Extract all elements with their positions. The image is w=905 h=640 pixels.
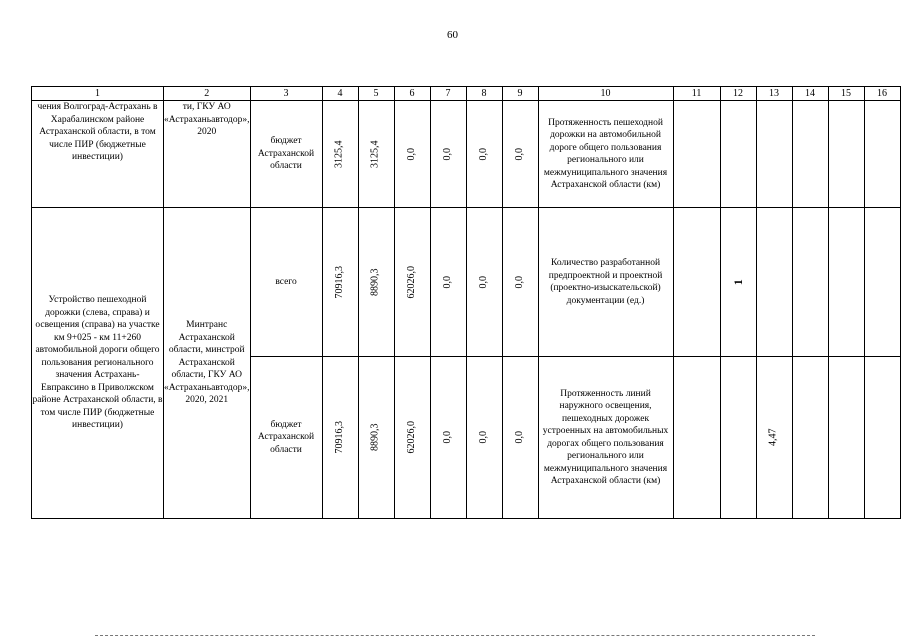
value-cell: 0,0 [441,431,453,444]
value-cell: 0,0 [405,147,417,161]
value-cell: 4,47 [767,428,779,447]
column-number: 12 [720,87,756,101]
table-row [32,101,901,208]
column-number: 13 [756,87,792,101]
value-cell: 0,0 [513,147,525,161]
empty-cell [720,101,756,208]
executor-cell: Минтранс Астраханской области, минстрой Астраханской области, ГКУ АО «Астраханьавтодор», 2020, 2021 [164,208,251,519]
indicator-cell: Протяженность линий наружного освещения, пешеходных дорожек устроенных на автомобильных дорогах общего пользования регионального или межмуниципального значения Астраханской области (км) [538,357,673,519]
measure-name-cell: Устройство пешеходной дорожки (слева, справа) и освещения (справа) на участке км 9+025 - км 11+260 автомобильной дороги общего пользования регионального значения Астрахань-Евпраксино в Приволжском районе Астраханской области, в том числе ПИР (бюджетные инвестиции) [32,208,164,519]
column-number: 9 [502,87,538,101]
value-cell: 70916,3 [333,265,345,299]
value-cell: 3125,4 [369,140,381,168]
indicator-cell: Количество разработанной предпроектной и проектной (проектно-изыскательской) документации (ед.) [538,208,673,357]
value-cell: 8890,3 [369,423,381,452]
column-number: 16 [864,87,900,101]
empty-cell [673,208,720,357]
value-cell: 0,0 [441,147,453,161]
empty-cell [864,357,900,519]
column-number: 8 [466,87,502,101]
column-number: 15 [828,87,864,101]
value-cell: 70916,3 [333,421,345,454]
empty-cell [864,101,900,208]
funding-source-cell: бюджет Астраханской области [250,357,322,519]
column-number: 5 [358,87,394,101]
value-cell: 0,0 [513,431,525,444]
value-cell: 3125,4 [333,140,345,168]
empty-cell [828,101,864,208]
value-cell: 0,0 [441,275,453,289]
value-cell: 1 [730,279,745,285]
funding-source-cell: всего [250,208,322,357]
table-row [32,208,901,357]
page-bottom-rule [95,635,815,636]
column-number: 2 [164,87,251,101]
measure-name-cell: чения Волгоград-Астрахань в Харабалинском районе Астраханской области, в том числе ПИР (бюджетные инвестиции) [32,101,164,208]
column-number: 6 [394,87,430,101]
value-cell: 0,0 [477,147,489,161]
column-number: 10 [538,87,673,101]
indicator-cell: Протяженность пешеходной дорожки на автомобильной дороге общего пользования регионального или межмуниципального значения Астраханской области (км) [538,101,673,208]
empty-cell [792,208,828,357]
funding-source-cell: бюджет Астраханской области [250,101,322,208]
empty-cell [792,101,828,208]
column-number: 14 [792,87,828,101]
value-cell: 8890,3 [369,268,381,296]
empty-cell [673,357,720,519]
value-cell: 0,0 [477,431,489,444]
value-cell: 0,0 [513,275,525,289]
empty-cell [864,208,900,357]
empty-cell [720,357,756,519]
page-number: 60 [447,29,458,41]
column-number: 1 [32,87,164,101]
empty-cell [828,357,864,519]
value-cell: 62026,0 [405,265,417,299]
empty-cell [756,101,792,208]
column-number: 7 [430,87,466,101]
executor-cell: ти, ГКУ АО «Астраханьавтодор», 2020 [164,101,251,208]
empty-cell [756,208,792,357]
column-number-row [32,87,901,101]
empty-cell [828,208,864,357]
column-number: 4 [322,87,358,101]
column-number: 3 [250,87,322,101]
column-number: 11 [673,87,720,101]
value-cell: 0,0 [477,275,489,289]
program-table [31,86,901,519]
empty-cell [792,357,828,519]
empty-cell [673,101,720,208]
value-cell: 62026,0 [405,421,417,454]
